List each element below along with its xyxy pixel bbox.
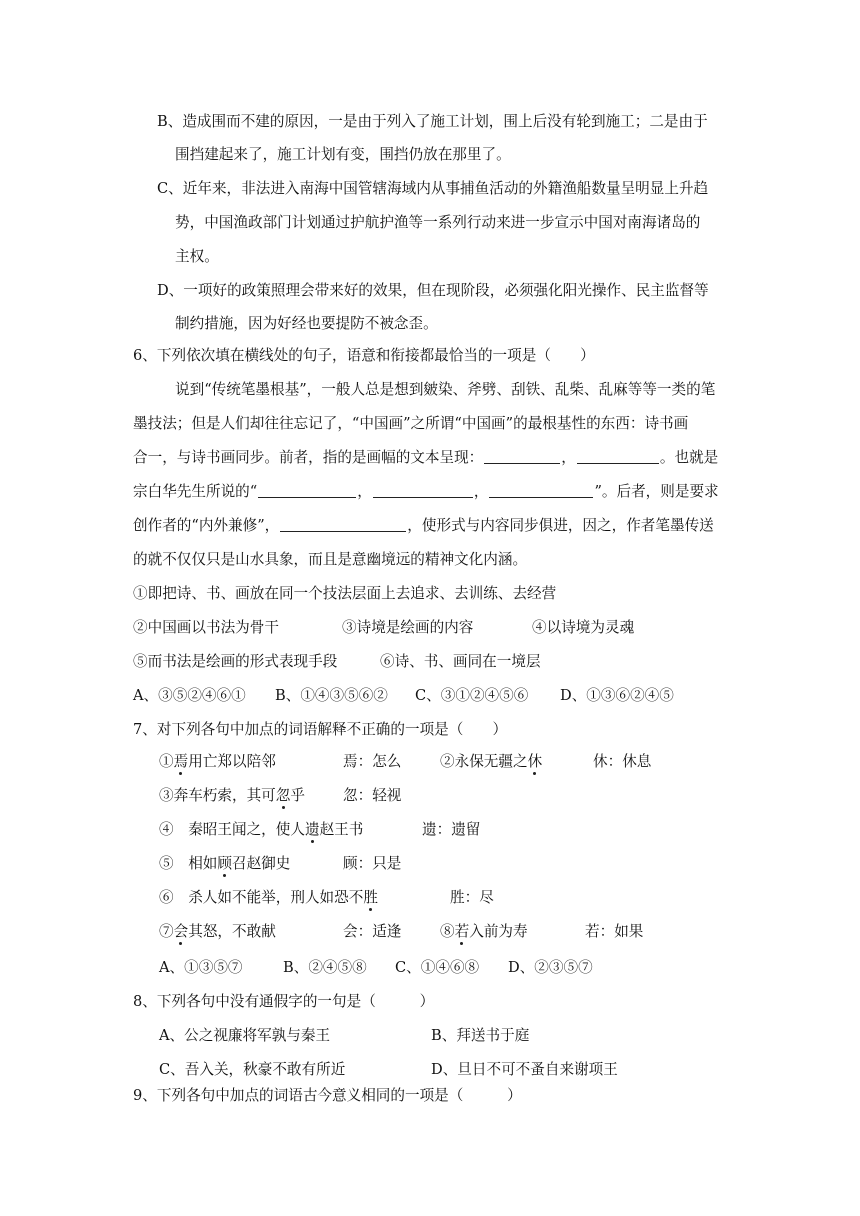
fill-blank[interactable] [280,517,406,532]
q6-passage-line1: 说到“传统笔墨根基”，一般人总是想到皴染、斧劈、刮铁、乱柴、乱麻等等一类的笔 [175,381,716,398]
q7-item-6-explanation: 胜：尽 [450,889,494,906]
q7-item-2: ②永保无疆之休 [440,753,543,770]
q7-item-7: ⑦会其怒，不敢献 [159,923,276,940]
q6-sentence-6: ⑥诗、书、画同在一境层 [380,653,541,670]
q6-passage-line2: 墨技法；但是人们却往往忘记了，“中国画”之所谓“中国画”的最根基性的东西：诗书画 [133,415,689,432]
fill-blank[interactable] [489,483,593,498]
q7-item-1-explanation: 焉：怎么 [343,753,402,770]
q7-choice-c[interactable]: C、①④⑥⑧ [395,959,480,976]
q7-item-4: ④ 秦昭王闻之，使人遗赵王书 [159,821,364,838]
q7-item-5: ⑤ 相如顾召赵御史 [159,855,291,872]
q5-option-c-line3: 主权。 [175,248,219,265]
q8-choice-a[interactable]: A、公之视廉将军孰与秦王 [159,1027,331,1044]
q7-item-4-explanation: 遗：遗留 [422,821,481,838]
q6-passage-line4: 宗白华先生所说的“ ， ， ”。后者，则是要求 [133,483,719,500]
q6-sentence-5: ⑤而书法是绘画的形式表现手段 [133,653,338,670]
q7-item-8-explanation: 若：如果 [585,923,644,940]
q6-passage-line3: 合一，与诗书画同步。前者，指的是画幅的文本呈现： ， 。也就是 [133,449,719,466]
q7-item-3: ③奔车朽索，其可忽乎 [159,787,305,804]
q6-sentence-4: ④以诗境为灵魂 [532,619,635,636]
q5-option-c-line2: 势，中国渔政部门计划通过护航护渔等一系列行动来进一步宣示中国对南海诸岛的 [175,214,701,231]
q9-stem: 9、下列各句中加点的词语古今意义相同的一项是（ ） [133,1087,522,1104]
emphasis-dot-word: 休 [527,753,543,770]
q6-choice-b[interactable]: B、①④③⑤⑥② [275,687,388,704]
q8-choice-d[interactable]: D、旦日不可不蚤自来谢项王 [431,1061,618,1078]
q7-item-5-explanation: 顾：只是 [343,855,402,872]
fill-blank[interactable] [373,483,473,498]
q6-passage-line5: 创作者的“内外兼修”， ，使形式与内容同步俱进，因之，作者笔墨传送 [133,517,714,534]
emphasis-dot-word: 焉 [173,753,189,770]
fill-blank[interactable] [577,449,659,464]
q7-item-7-explanation: 会：适逢 [343,923,402,940]
q7-item-1: ①焉用亡郑以陪邻 [159,753,276,770]
emphasis-dot-word: 忽 [275,787,291,804]
emphasis-dot-word: 遗 [304,821,320,838]
q7-item-8: ⑧若入前为寿 [440,923,528,940]
q6-stem: 6、下列依次填在横线处的句子，语意和衔接都最恰当的一项是（ ） [133,347,595,364]
emphasis-dot-word: 会 [173,923,189,940]
q7-item-3-explanation: 忽：轻视 [343,787,402,804]
q6-passage-line6: 的就不仅仅只是山水具象，而且是意幽境远的精神文化内涵。 [133,551,528,568]
q6-sentence-3: ③诗境是绘画的内容 [342,619,474,636]
q6-choice-d[interactable]: D、①③⑥②④⑤ [560,687,674,704]
fill-blank[interactable] [484,449,560,464]
q7-choice-a[interactable]: A、①③⑤⑦ [159,959,243,976]
emphasis-dot-word: 若 [454,923,470,940]
q7-item-6: ⑥ 杀人如不能举，刑人如恐不胜 [159,889,378,906]
q8-choice-c[interactable]: C、吾入关，秋豪不敢有所近 [159,1061,346,1078]
emphasis-dot-word: 胜 [363,889,378,906]
q8-stem: 8、下列各句中没有通假字的一句是（ ） [133,993,435,1010]
q7-stem: 7、对下列各句中加点的词语解释不正确的一项是（ ） [133,721,508,738]
q5-option-d-line1: D、一项好的政策照理会带来好的效果，但在现阶段，必须强化阳光操作、民主监督等 [157,282,709,299]
q6-sentence-2: ②中国画以书法为骨干 [133,619,279,636]
q6-sentence-1: ①即把诗、书、画放在同一个技法层面上去追求、去训练、去经营 [133,585,557,602]
q5-option-b-line1: B、造成围而不建的原因，一是由于列入了施工计划，围上后没有轮到施工；二是由于 [157,113,708,130]
q7-item-2-explanation: 休：休息 [593,753,652,770]
emphasis-dot-word: 顾 [217,855,232,872]
fill-blank[interactable] [258,483,356,498]
q7-choice-d[interactable]: D、②③⑤⑦ [508,959,593,976]
q7-choice-b[interactable]: B、②④⑤⑧ [283,959,367,976]
q6-choice-c[interactable]: C、③①②④⑤⑥ [415,687,529,704]
q5-option-d-line2: 制约措施，因为好经也要提防不被念歪。 [175,315,438,332]
q6-choice-a[interactable]: A、③⑤②④⑥① [133,687,246,704]
q5-option-c-line1: C、近年来，非法进入南海中国管辖海域内从事捕鱼活动的外籍渔船数量呈明显上升趋 [157,180,709,197]
q5-option-b-line2: 围挡建起来了，施工计划有变，围挡仍放在那里了。 [175,146,511,163]
q8-choice-b[interactable]: B、拜送书于庭 [431,1027,530,1044]
